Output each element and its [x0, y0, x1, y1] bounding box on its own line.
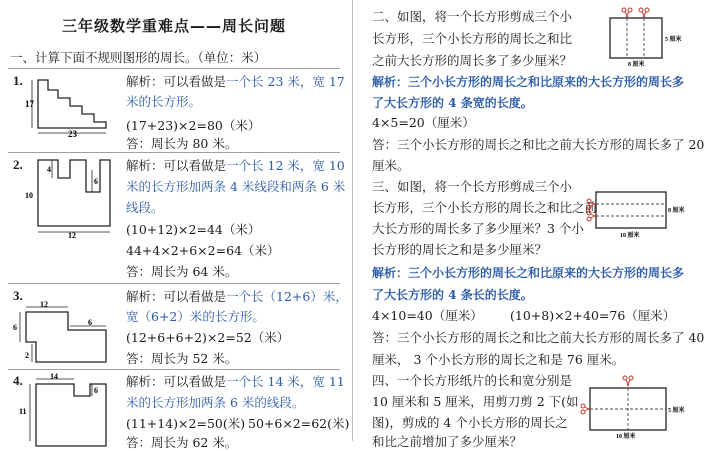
label-6-left: 6 [13, 323, 17, 332]
question-line: 长方形，三个小长方形的周长之和比 [372, 31, 573, 46]
text-line: 答：周长为 80 米。 [126, 136, 238, 151]
question-line: 二、如图，将一个长方形剪成三个小 [372, 9, 573, 24]
text-line: 解析：可以看做是一个长（12+6）米， [126, 289, 348, 304]
scissors-icon [587, 211, 596, 221]
label-2: 2 [25, 351, 29, 360]
label-4: 4 [47, 165, 51, 174]
staircase-figure [26, 76, 118, 138]
notched-shape-figure [10, 372, 120, 441]
analysis-line: 了大长方形的 4 条长的长度。 [372, 288, 533, 302]
analysis-line: 了大长方形的 4 条宽的长度。 [372, 96, 533, 110]
rect-cut-figure [602, 6, 688, 68]
label-8cm: 8 厘米 [628, 62, 645, 68]
scissors-icon [639, 8, 649, 17]
label-8cm: 8 厘米 [668, 208, 685, 214]
divider [8, 283, 340, 284]
label-10cm: 10 厘米 [620, 233, 640, 239]
text-line: 答：周长为 64 米。 [126, 264, 238, 279]
notched-rect-figure [22, 156, 122, 238]
label-5cm: 5 厘米 [668, 408, 685, 414]
text-line: 宽（6+2）米的长方形。 [126, 309, 265, 324]
question-line: 四、一个长方形纸片的长和宽分别是 [372, 373, 573, 388]
label-6: 6 [94, 177, 98, 186]
label-5cm: 5 厘米 [665, 37, 682, 43]
question-line: 大长方形的周长多了多少厘米？3 个小 [372, 221, 584, 236]
scissors-icon [581, 404, 590, 414]
question-line: 图)，剪成的 4 个小长方形的周长之 [372, 415, 568, 430]
divider [8, 369, 340, 370]
problem-number: 2. [13, 157, 23, 172]
answer-line: 答：三个小长方形的周长之和比之前大长方形的周长多了 20 [372, 137, 704, 152]
question-line: 10 厘米和 5 厘米，用剪刀剪 2 下(如 [372, 394, 579, 409]
label-23: 23 [68, 129, 77, 139]
label-10: 10 [25, 191, 33, 200]
text-line: 米的长方形加两条 6 米的线段。 [126, 395, 305, 410]
text-line: 解析：可以看做是一个长 14 米，宽 11 [126, 374, 345, 389]
calc-line: 4×5=20（厘米） [372, 115, 475, 130]
analysis-line: 解析：三个小长方形的周长之和比原来的大长方形的周长多 [372, 266, 685, 280]
answer-line: 答：三个小长方形的周长之和比之前大长方形的周长多了 40 [372, 330, 704, 345]
label-10cm: 10 厘米 [616, 434, 636, 440]
question-line: 和比之前增加了多少厘米？ [372, 434, 523, 449]
calc-line: (10+8)×2+40=76（厘米） [510, 308, 676, 323]
rect-cut-figure [580, 372, 690, 440]
analysis-line: 解析：三个小长方形的周长之和比原来的大长方形的周长多 [372, 75, 685, 89]
text-line: 线段。 [126, 200, 164, 215]
text-line: (17+23)×2=80（米） [126, 118, 261, 133]
question-line: 长方形，三个小长方形的周长之和比之前 [372, 200, 598, 215]
text-line: (10+12)×2=44（米） [126, 222, 261, 237]
column-divider [352, 0, 353, 441]
rect-cut-figure [586, 186, 690, 240]
question-line: 长方形的周长之和是多少厘米？ [372, 242, 548, 257]
text-line: (11+14)×2=50(米) [126, 416, 246, 431]
text-line: 解析：可以看做是一个长 12 米，宽 10 [126, 158, 345, 173]
text-line: 50+6×2=62(米) [248, 416, 350, 431]
text-line: 解析：可以看做是一个长 23 米，宽 17 [126, 74, 345, 89]
label-6: 6 [94, 386, 98, 395]
label-14: 14 [50, 372, 58, 381]
answer-line: 厘米， 3 个小长方形的周长之和是 76 厘米。 [372, 352, 625, 367]
question-line: 三、如图，将一个长方形剪成三个小 [372, 179, 573, 194]
label-12: 12 [40, 300, 48, 309]
question-line: 之前大长方形的周长多了多少厘米？ [372, 53, 573, 68]
label-12: 12 [68, 231, 76, 240]
label-11: 11 [19, 407, 27, 416]
text-line: 44+4×2+6×2=64（米） [126, 243, 280, 258]
problem-number: 1. [13, 73, 23, 88]
label-17: 17 [25, 99, 34, 109]
step-shape-figure [10, 302, 110, 366]
calc-line: 4×10=40（厘米） [372, 308, 483, 323]
text-line: 答：周长为 52 米。 [126, 351, 238, 366]
scissors-icon [623, 376, 633, 386]
answer-line: 厘米。 [372, 158, 410, 173]
text-line: 米的长方形。 [126, 94, 202, 109]
section-heading: 一、计算下面不规则图形的周长。（单位：米） [10, 50, 267, 65]
label-6-top: 6 [88, 318, 92, 327]
divider [8, 152, 340, 153]
divider [8, 68, 340, 69]
text-line: 答：周长为 62 米。 [126, 435, 238, 450]
text-line: (12+6+6+2)×2=52（米） [126, 330, 290, 345]
problem-number: 3. [13, 288, 23, 303]
text-line: 米的长方形加两条 4 米线段和两条 6 米 [126, 179, 346, 194]
problem-number: 4. [13, 373, 23, 388]
page-title: 三年级数学重难点——周长问题 [62, 17, 287, 35]
scissors-icon [622, 8, 632, 17]
scissors-icon [587, 199, 596, 209]
